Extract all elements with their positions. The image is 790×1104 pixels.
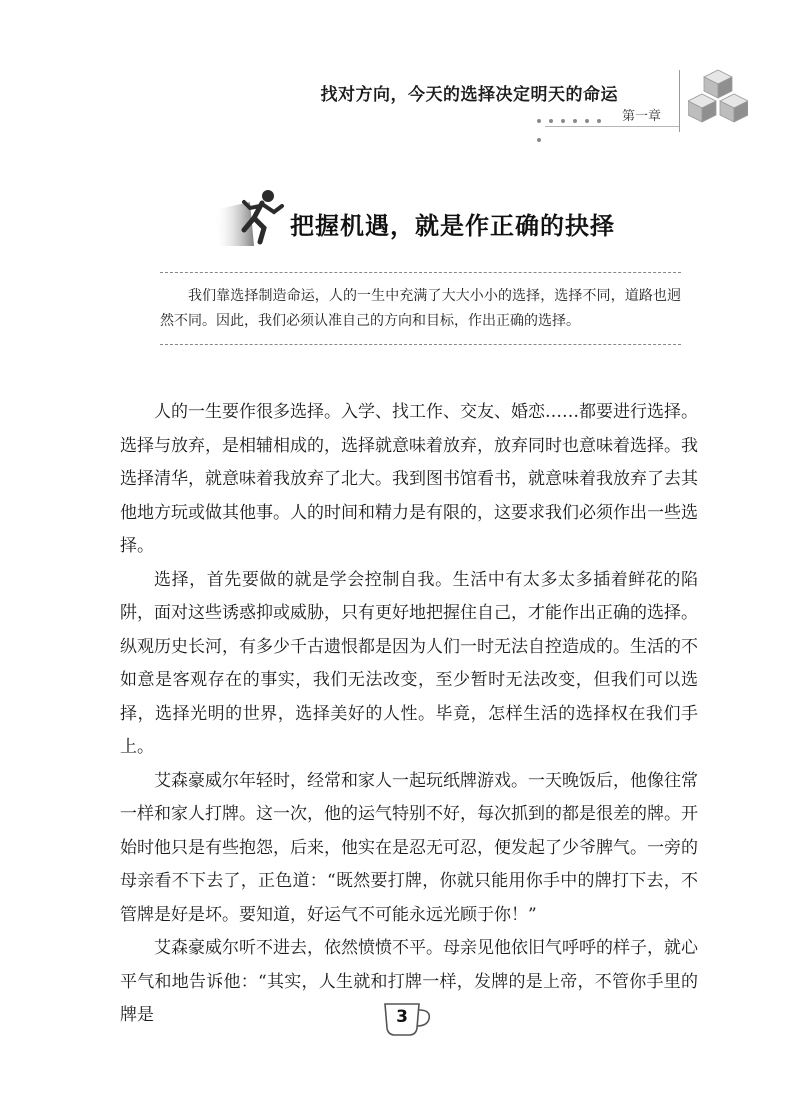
paragraph: 艾森豪威尔听不进去，依然愤愤不平。母亲见他依旧气呼呼的样子，就心平气和地告诉他：“其实，人生就和打牌一样，发牌的是上帝，不管你手里的牌是 [120,938,698,1025]
paragraph: 人的一生要作很多选择。入学、找工作、交友、婚恋……都要进行选择。选择与放弃，是相辅相成的，选择就意味着放弃，放弃同时也意味着选择。我选择清华，就意味着我放弃了北大。我到图书馆看书，就意味着我放弃了去其他地方玩或做其他事。人的时间和精力是有限的，这要求我们必须作出一些选择。 [120,402,698,556]
body-text [120,396,698,1033]
section-title: 把握机遇，就是作正确的抉择 [290,212,615,240]
header-title: 找对方向，今天的选择决定明天的命运 [320,85,618,105]
header-dots [537,110,619,118]
header-divider [545,126,680,127]
abstract-bottom-divider [160,344,681,345]
paragraph: 艾森豪威尔年轻时，经常和家人一起玩纸牌游戏。一天晚饭后，他像往常一样和家人打牌。这一次，他的运气特别不好，每次抓到的都是很差的牌。开始时他只是有些抱怨，后来，他实在是忍无可忍，便发起了少爷脾气。一旁的母亲看不下去了，正色道：“既然要打牌，你就只能用你手中的牌打下去，不管牌是好是坏。要知道，好运气不可能永远光顾于你！” [120,770,698,925]
page-number: 3 [396,1007,408,1027]
running-header [0,0,790,140]
paragraph: 选择，首先要做的就是学会控制自我。生活中有太多太多插着鲜花的陷阱，面对这些诱惑抑或威胁，只有更好地把握住自己，才能作出正确的选择。纵观历史长河，有多少千古遗恨都是因为人们一时无法自控造成的。生活的不如意是客观存在的事实，我们无法改变，至少暂时无法改变，但我们可以选择，选择光明的世界，选择美好的人性。毕竟，怎样生活的选择权在我们手上。 [120,569,698,757]
abstract-top-divider [160,272,681,273]
header-vertical-rule [679,70,680,132]
chapter-label: 第一章 [622,109,662,124]
abstract-text: 我们靠选择制造命运，人的一生中充满了大大小小的选择，选择不同，道路也迥然不同。因此，我们必须认准自己的方向和目标，作出正确的选择。 [160,288,681,329]
running-man-icon [210,186,288,248]
stacked-cubes-icon [688,68,748,130]
